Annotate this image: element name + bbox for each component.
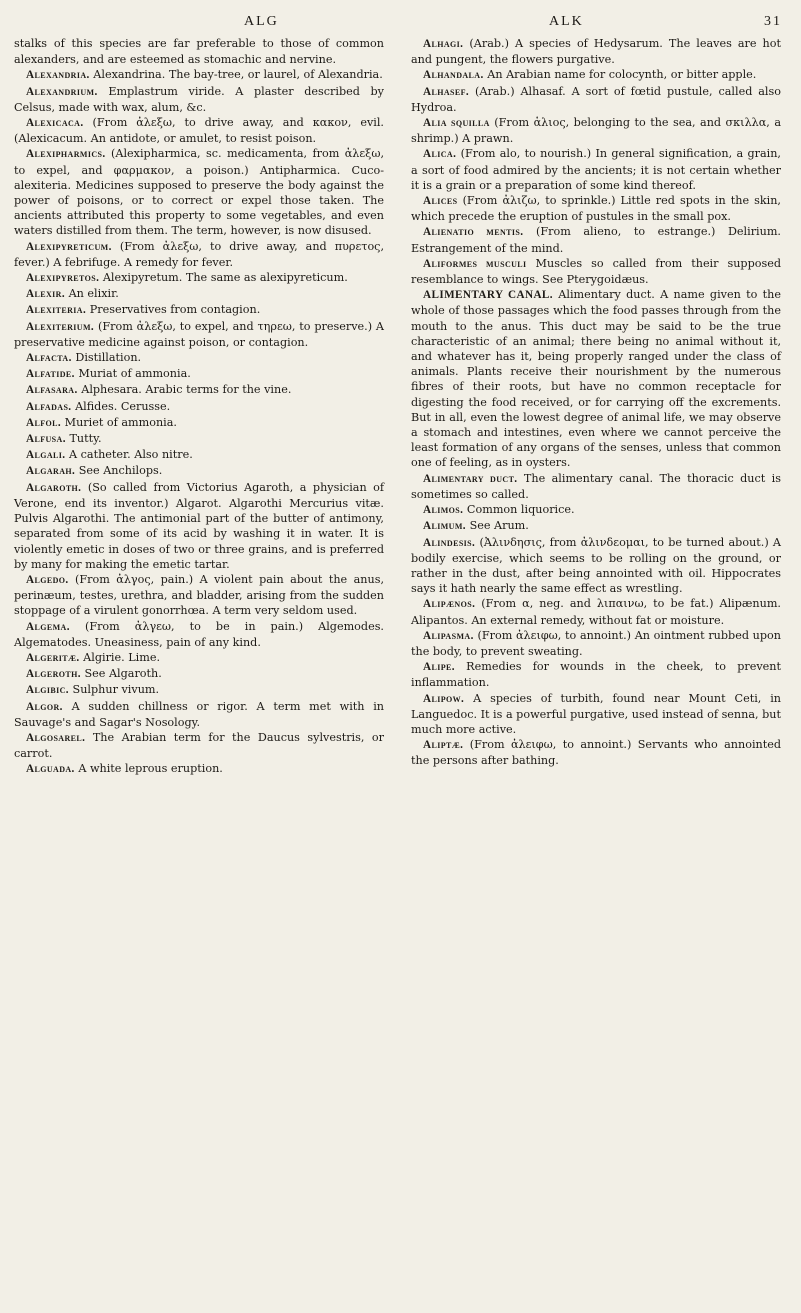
entry-headword: Alfasara. xyxy=(26,384,78,397)
entry-headword: Alhandala. xyxy=(423,69,484,82)
dictionary-entry xyxy=(411,84,781,115)
entry-headword: Alimentary duct. xyxy=(423,472,518,485)
dictionary-entry xyxy=(14,270,384,286)
entry-headword: Algaroth. xyxy=(26,481,82,494)
running-header xyxy=(14,6,781,36)
dictionary-entry xyxy=(14,619,384,650)
entry-definition: Muriat of ammonia. xyxy=(78,367,191,381)
entry-definition: Alfides. Cerusse. xyxy=(75,399,171,413)
entry-definition: Alexipyretum. The same as alexipyreticum. xyxy=(102,271,348,285)
dictionary-entry xyxy=(14,319,384,350)
entry-definition: (From ἀλεξω, to expel, and τηρεω, to preserve.) A preservative medicine against poison, or contagion. xyxy=(14,319,384,349)
dictionary-entry xyxy=(14,447,384,463)
dictionary-entry xyxy=(14,761,384,777)
dictionary-entry xyxy=(14,84,384,115)
entry-definition: Remedies for wounds in the cheek, to prevent inflammation. xyxy=(411,660,781,690)
entry-headword: Alfusa. xyxy=(26,433,66,446)
dictionary-entry xyxy=(14,399,384,415)
entry-definition: Alimentary duct. A name given to the whole of those passages which the food passes through from the mouth to the anus. This duct may be said to be the true characteristic of an animal; there being no animal without it, and whatever has it, being properly ranged under the class of animals. Plants receive their nourishment by the numerous fibres of their roots, but have no common receptacle for digesting the food received, or for carrying off the excrements. But in all, even the lowest degree of animal life, we may observe a stomach and intestines, even where we cannot perceive the least formation of any organs of the senses, unless that common one of feeling, as in oysters. xyxy=(411,288,781,470)
dictionary-entry xyxy=(14,699,384,730)
entry-definition: See Arum. xyxy=(469,519,529,533)
dictionary-entry xyxy=(14,146,384,238)
entry-definition: Muscles so called from their supposed resemblance to wings. See Pterygoidæus. xyxy=(411,256,781,287)
entry-definition: (From ἀλγος, pain.) A violent pain about the anus, perinæum, testes, urethra, and bladder, arising from the sudden stoppage of a virulent gonorrhœa. A term very seldom used. xyxy=(14,572,385,618)
entry-headword: Alipasma. xyxy=(423,629,474,642)
dictionary-entry xyxy=(411,115,781,146)
entry-headword: Alexipyretos. xyxy=(26,272,100,285)
dictionary-entry xyxy=(411,535,781,597)
dictionary-entry xyxy=(14,366,384,382)
entry-headword: Alfatide. xyxy=(26,368,75,381)
entry-headword: Alimum. xyxy=(423,520,467,533)
dictionary-entry xyxy=(14,730,384,761)
entry-definition: Common liquorice. xyxy=(466,503,575,517)
header-left-guide-word: ALG xyxy=(244,14,279,29)
entry-headword: Alia squilla xyxy=(423,117,490,130)
entry-headword: Alexipharmics. xyxy=(26,148,106,161)
entry-definition: Sulphur vivum. xyxy=(72,683,160,697)
left-column xyxy=(14,36,384,778)
dictionary-entry xyxy=(411,737,781,768)
entry-headword: Alindesis. xyxy=(423,536,476,549)
entry-headword: Algeroth. xyxy=(26,668,81,681)
entry-headword: Alexiteria. xyxy=(26,304,87,317)
entry-headword: Alexipyreticum. xyxy=(26,240,112,253)
entry-headword: Alexandrium. xyxy=(26,85,98,98)
entry-headword: Aliptæ. xyxy=(423,739,464,752)
dictionary-entry xyxy=(411,256,781,287)
entry-definition: An elixir. xyxy=(68,287,119,301)
dictionary-entry xyxy=(411,287,781,470)
entry-definition: Algirie. Lime. xyxy=(83,650,161,664)
entry-definition: (Ἀλινδησις, from ἀλινδεομαι, to be turned about.) A bodily exercise, which seems to be rolling on the ground, or rather in the dust, after being annointed with oil. Hippocrates says it hath nearly the same effect as wrestling. xyxy=(411,535,781,596)
entry-definition: Distillation. xyxy=(75,351,142,365)
dictionary-entry xyxy=(411,596,781,627)
entry-definition: A catheter. Also nitre. xyxy=(69,448,193,462)
entry-headword: Algibic. xyxy=(26,684,69,697)
entry-definition: (Arab.) Alhasaf. A sort of fœtid pustule, called also Hydroa. xyxy=(411,84,781,114)
entry-definition: A white leprous eruption. xyxy=(78,762,223,776)
entry-headword: Alfacta. xyxy=(26,352,72,365)
dictionary-entry xyxy=(14,572,384,619)
entry-definition: (From ἀλειφω, to annoint.) An ointment rubbed upon the body, to prevent sweating. xyxy=(411,628,781,658)
entry-headword: Alipænos. xyxy=(423,598,476,611)
entry-headword: Algosarel. xyxy=(26,731,86,744)
entry-definition: (Alexipharmica, sc. medicamenta, from ἀλεξω, to expel, and φαρμακον, a poison.) Antipharmica. Cuco-alexiteria. Medicines supposed to preserve the body against the power of poisons, or to correct or expel those taken. The ancients attributed this property to some vegetables, and even waters distilled from them. The term, however, is now disused. xyxy=(14,147,384,238)
dictionary-entry xyxy=(14,415,384,431)
dictionary-entry xyxy=(411,67,781,83)
entry-definition: (From ἁλιος, belonging to the sea, and σκιλλα, a shrimp.) A prawn. xyxy=(411,116,781,146)
dictionary-entry xyxy=(14,350,384,366)
entry-headword: Alipow. xyxy=(423,692,465,705)
entry-definition: (From ἀλγεω, to be in pain.) Algemodes. Algematodes. Uneasiness, pain of any kind. xyxy=(14,619,384,649)
entry-definition: Emplastrum viride. A plaster described by Celsus, made with wax, alum, &c. xyxy=(14,84,384,114)
entry-headword: Alienatio mentis. xyxy=(423,226,524,239)
entry-headword: Alimos. xyxy=(423,504,464,517)
entry-headword: Alfadas. xyxy=(26,400,72,413)
dictionary-entry xyxy=(411,691,781,738)
dictionary-entry xyxy=(14,463,384,479)
dictionary-entry xyxy=(411,518,781,534)
entry-definition: See Algaroth. xyxy=(84,667,162,681)
entry-definition: Muriet of ammonia. xyxy=(64,415,177,429)
entry-definition: (From ἀλιζω, to sprinkle.) Little red spots in the skin, which precede the eruption of pustules in the small pox. xyxy=(411,194,781,224)
entry-headword: Alica. xyxy=(423,148,457,161)
entry-definition: An Arabian name for colocynth, or bitter apple. xyxy=(487,68,757,82)
dictionary-entry xyxy=(411,193,781,224)
entry-headword: Algema. xyxy=(26,620,70,633)
entry-headword: Algali. xyxy=(26,449,66,462)
entry-headword: Alices xyxy=(423,195,458,208)
dictionary-entry xyxy=(411,659,781,690)
entry-definition: (From ἀλεξω, to drive away, and πυρετος, fever.) A febrifuge. A remedy for fever. xyxy=(14,239,385,269)
dictionary-entry xyxy=(14,302,384,318)
header-right-guide-word: ALK xyxy=(549,14,584,29)
entry-definition: Alphesara. Arabic terms for the vine. xyxy=(81,383,292,397)
entry-headword: Alexicaca. xyxy=(26,117,84,130)
entry-definition: A sudden chillness or rigor. A term met with in Sauvage's and Sagar's Nosology. xyxy=(14,699,385,729)
entry-headword: Algeritæ. xyxy=(26,651,80,664)
dictionary-entry xyxy=(14,67,384,83)
entry-definition: A species of turbith, found near Mount Ceti, in Languedoc. It is a powerful purgative, used instead of senna, but much more active. xyxy=(411,691,781,736)
entry-definition: See Anchilops. xyxy=(78,464,163,478)
entry-definition: (From ἀλεξω, to drive away, and κακον, evil. (Alexicacum. An antidote, or amulet, to resist poison. xyxy=(14,116,384,146)
entry-headword: Alexandria. xyxy=(26,69,90,82)
right-column xyxy=(411,36,781,778)
dictionary-entry xyxy=(14,480,384,572)
page-number: 31 xyxy=(764,14,782,29)
entry-headword: Algedo. xyxy=(26,573,69,586)
dictionary-entry xyxy=(14,115,384,146)
entry-headword: Alhagi. xyxy=(423,38,464,50)
entry-definition: (From α, neg. and λιπαινω, to be fat.) Alipænum. Alipantos. An external remedy, without fat or moisture. xyxy=(411,597,781,627)
dictionary-entry xyxy=(14,286,384,302)
dictionary-entry xyxy=(14,650,384,666)
dictionary-entry xyxy=(14,382,384,398)
dictionary-entry xyxy=(411,628,781,659)
entry-headword: ALIMENTARY CANAL. xyxy=(423,289,553,302)
entry-definition: (Arab.) A species of Hedysarum. The leaves are hot and pungent, the flowers purgative. xyxy=(411,37,781,67)
entry-headword: Alfol. xyxy=(26,416,62,429)
entry-headword: Aliformes musculi xyxy=(423,257,527,270)
dictionary-entry xyxy=(411,502,781,518)
dictionary-entry xyxy=(14,239,384,270)
entry-definition: (From alo, to nourish.) In general signification, a grain, a sort of food admired by the ancients; it is not certain whether it is a grain or a preparation of some kind thereof. xyxy=(411,147,781,192)
entry-headword: Alguada. xyxy=(26,763,75,776)
dictionary-entry xyxy=(411,146,781,193)
entry-definition: (So called from Victorius Agaroth, a physician of Verone, end its inventor.) Algarot. Algarothi Mercurius vitæ. Pulvis Algarothi. The antimonial part of the butter of antimony, separated from some of its acid by washing it in water. It is violently emetic in doses of two or three grains, and is preferred by many for making the emetic tartar. xyxy=(14,480,385,571)
dictionary-entry xyxy=(411,471,781,502)
entry-headword: Alexiterium. xyxy=(26,320,95,333)
entry-headword: Alipe. xyxy=(423,661,455,674)
entry-headword: Alhasef. xyxy=(423,85,470,98)
entry-definition: The Arabian term for the Daucus sylvestris, or carrot. xyxy=(14,730,384,761)
entry-headword: Algarah. xyxy=(26,465,76,478)
entry-definition: (From alieno, to estrange.) Delirium. Estrangement of the mind. xyxy=(411,225,781,255)
entry-headword: Algor. xyxy=(26,700,63,713)
entry-definition: Preservatives from contagion. xyxy=(89,303,261,317)
dictionary-entry xyxy=(14,36,384,67)
dictionary-entry xyxy=(14,431,384,447)
dictionary-entry xyxy=(411,36,781,67)
entry-definition: (From ἀλειφω, to annoint.) Servants who annointed the persons after bathing. xyxy=(411,738,782,768)
entry-definition: stalks of this species are far preferable to those of common alexanders, and are esteemed as stomachic and nervine. xyxy=(14,37,384,67)
dictionary-entry xyxy=(411,224,781,255)
entry-definition: Alexandrina. The bay-tree, or laurel, of Alexandria. xyxy=(93,68,383,82)
entry-definition: The alimentary canal. The thoracic duct is sometimes so called. xyxy=(411,471,781,501)
entry-definition: Tutty. xyxy=(69,432,102,446)
entry-headword: Alexir. xyxy=(26,288,66,301)
dictionary-entry xyxy=(14,666,384,682)
dictionary-entry xyxy=(14,682,384,698)
